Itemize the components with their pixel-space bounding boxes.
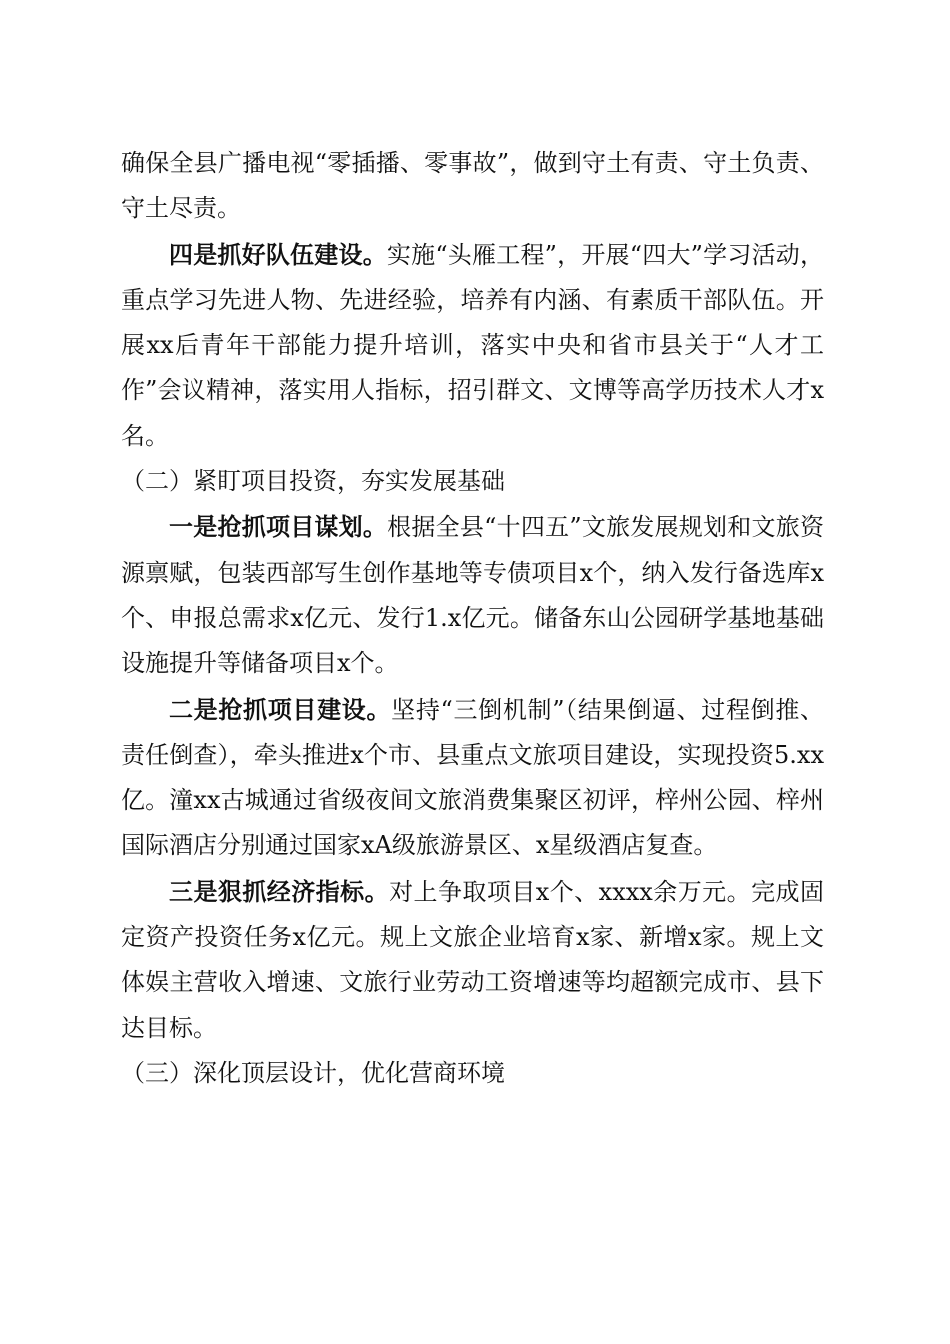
paragraph-lead: 三是狠抓经济指标。: [169, 876, 390, 906]
paragraph-team-building: [121, 232, 824, 459]
paragraph-economic-indicators: [121, 869, 824, 1051]
paragraph-text: 根据全县“十四五”文旅发展规划和文旅资源禀赋，包装西部写生创作基地等专债项目x个，纳入发行备选库x个、申报总需求x亿元、发行1.x亿元。储备东山公园研学基地基础设施提升等储备项目x个。: [121, 513, 824, 678]
section-heading-3: （三）深化顶层设计，优化营商环境: [121, 1058, 505, 1087]
paragraph-text: 实施“头雁工程”，开展“四大”学习活动，重点学习先进人物、先进经验，培养有内涵、有素质干部队伍。开展xx后青年干部能力提升培训，落实中央和省市县关于“人才工作”会议精神，落实用人指标，招引群文、文博等高学历技术人才x名。: [121, 240, 825, 450]
paragraph-project-construction: [121, 687, 824, 869]
paragraph-continuation: 确保全县广播电视“零插播、零事故”，做到守土有责、守土负责、守土尽责。: [121, 149, 824, 223]
section-heading-2: （二）紧盯项目投资，夯实发展基础: [121, 467, 505, 496]
document-body: [121, 141, 824, 1096]
paragraph-text: 坚持“三倒机制”（结果倒逼、过程倒推、责任倒查），牵头推进x个市、县重点文旅项目建设，实现投资5.xx亿。潼xx古城通过省级夜间文旅消费集聚区初评，梓州公园、梓州国际酒店分别通过国家xA级旅游景区、x星级酒店复查。: [121, 695, 824, 860]
paragraph-lead: 四是抓好队伍建设。: [169, 239, 387, 269]
paragraph-lead: 一是抢抓项目谋划。: [169, 512, 388, 542]
paragraph-text: 对上争取项目x个、xxxx余万元。完成固定资产投资任务x亿元。规上文旅企业培育x家、新增x家。规上文体娱主营收入增速、文旅行业劳动工资增速等均超额完成市、县下达目标。: [121, 877, 824, 1042]
paragraph-project-planning: [121, 504, 824, 686]
paragraph-lead: 二是抢抓项目建设。: [169, 694, 392, 724]
